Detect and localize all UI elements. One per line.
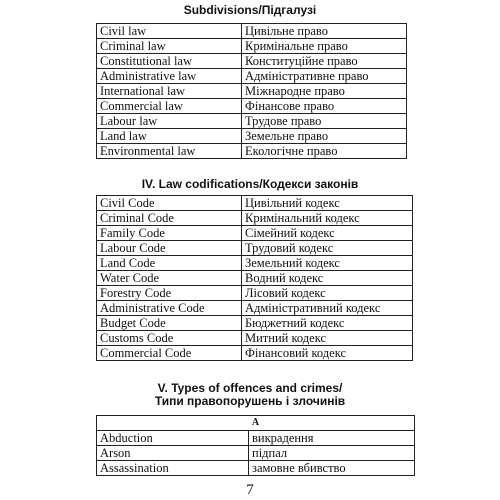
table-row xyxy=(97,461,415,476)
table-row xyxy=(97,446,415,461)
english-term: Arson xyxy=(97,446,249,461)
subdivisions-heading: Subdivisions/Підгалузі xyxy=(183,3,317,17)
ukrainian-term: Сімейний кодекс xyxy=(242,226,413,241)
english-term: Criminal law xyxy=(97,39,242,54)
ukrainian-term: Цивільний кодекс xyxy=(242,196,413,211)
offences-heading-line1: V. Types of offences and crimes/ xyxy=(157,381,343,395)
english-term: Water Code xyxy=(97,271,242,286)
ukrainian-term: Земельний кодекс xyxy=(242,256,413,271)
table-row xyxy=(97,241,413,256)
table-row xyxy=(97,286,413,301)
ukrainian-term: Адміністративне право xyxy=(242,69,407,84)
ukrainian-term: Екологічне право xyxy=(242,144,407,159)
table-row xyxy=(97,301,413,316)
english-term: Criminal Code xyxy=(97,211,242,226)
ukrainian-term: Бюджетний кодекс xyxy=(242,316,413,331)
page-number: 7 xyxy=(246,482,254,498)
table-row xyxy=(97,346,413,361)
english-term: Administrative law xyxy=(97,69,242,84)
english-term: Customs Code xyxy=(97,331,242,346)
ukrainian-term: Митний кодекс xyxy=(242,331,413,346)
codifications-table xyxy=(96,195,413,361)
table-row xyxy=(97,144,407,159)
ukrainian-term: Земельне право xyxy=(242,129,407,144)
subdivisions-table xyxy=(96,23,407,159)
table-row xyxy=(97,196,413,211)
english-term: Budget Code xyxy=(97,316,242,331)
table-row xyxy=(97,54,407,69)
english-term: Constitutional law xyxy=(97,54,242,69)
table-row xyxy=(97,211,413,226)
ukrainian-term: Лісовий кодекс xyxy=(242,286,413,301)
english-term: Labour law xyxy=(97,114,242,129)
english-term: International law xyxy=(97,84,242,99)
codifications-heading: IV. Law codifications/Кодекси законів xyxy=(141,177,359,191)
table-row xyxy=(97,129,407,144)
table-row xyxy=(97,114,407,129)
english-term: Assassination xyxy=(97,461,249,476)
english-term: Commercial Code xyxy=(97,346,242,361)
english-term: Civil Code xyxy=(97,196,242,211)
english-term: Labour Code xyxy=(97,241,242,256)
table-row xyxy=(97,331,413,346)
table-row xyxy=(97,226,413,241)
ukrainian-term: Адміністративний кодекс xyxy=(242,301,413,316)
table-row xyxy=(97,24,407,39)
table-row xyxy=(97,316,413,331)
ukrainian-term: Фінансовий кодекс xyxy=(242,346,413,361)
english-term: Land Code xyxy=(97,256,242,271)
ukrainian-term: Кримінальне право xyxy=(242,39,407,54)
table-row xyxy=(97,84,407,99)
english-term: Abduction xyxy=(97,431,249,446)
ukrainian-term: замовне вбивство xyxy=(249,461,415,476)
english-term: Civil law xyxy=(97,24,242,39)
letter-row xyxy=(97,416,415,431)
ukrainian-term: підпал xyxy=(249,446,415,461)
english-term: Administrative Code xyxy=(97,301,242,316)
english-term: Environmental law xyxy=(97,144,242,159)
english-term: Land law xyxy=(97,129,242,144)
table-row xyxy=(97,271,413,286)
offences-heading-line2: Типи правопорушень і злочинів xyxy=(154,394,346,408)
offences-table xyxy=(96,415,415,476)
ukrainian-term: Водний кодекс xyxy=(242,271,413,286)
ukrainian-term: Фінансове право xyxy=(242,99,407,114)
table-row xyxy=(97,39,407,54)
letter-a: A xyxy=(97,416,415,431)
english-term: Forestry Code xyxy=(97,286,242,301)
ukrainian-term: Трудовий кодекс xyxy=(242,241,413,256)
table-row xyxy=(97,99,407,114)
ukrainian-term: Цивільне право xyxy=(242,24,407,39)
english-term: Family Code xyxy=(97,226,242,241)
ukrainian-term: Кримінальний кодекс xyxy=(242,211,413,226)
table-row xyxy=(97,69,407,84)
table-row xyxy=(97,256,413,271)
ukrainian-term: викрадення xyxy=(249,431,415,446)
ukrainian-term: Міжнародне право xyxy=(242,84,407,99)
table-row xyxy=(97,431,415,446)
english-term: Commercial law xyxy=(97,99,242,114)
ukrainian-term: Конституційне право xyxy=(242,54,407,69)
ukrainian-term: Трудове право xyxy=(242,114,407,129)
